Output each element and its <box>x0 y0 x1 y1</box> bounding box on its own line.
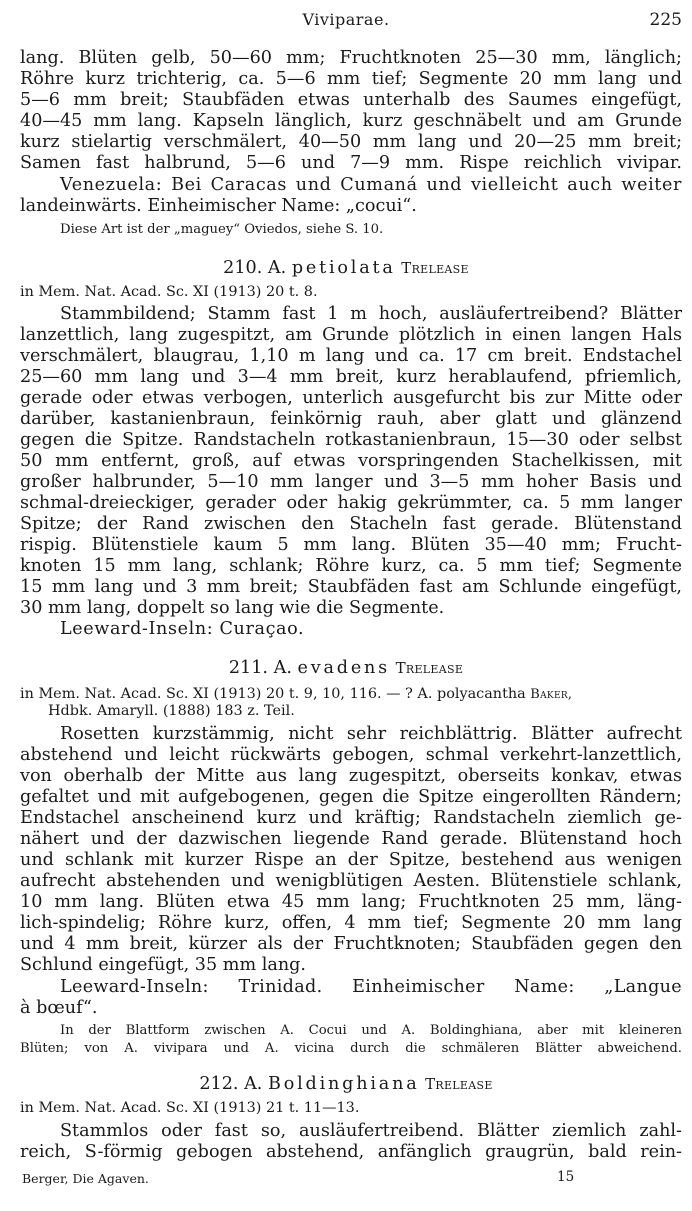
text-line: kurz stielartig verschmälert, 40—50 mm lang und 20—25 mm breit; <box>20 132 682 152</box>
signature-mark: 15 <box>557 1169 575 1185</box>
locality-line: Leeward-Inseln: Curaçao. <box>60 619 305 639</box>
species-heading-212 <box>0 1074 692 1094</box>
text-line: rispig. Blütenstiele kaum 5 mm lang. Blüten 35—40 mm; Frucht- <box>20 535 682 555</box>
text-line: großer halbrunder, 5—10 mm langer und 3—5 mm hoher Basis und <box>20 472 682 492</box>
text-line: 25—60 mm lang und 3—4 mm breit, kurz herablaufend, pfriemlich, <box>20 367 682 387</box>
species-author: Trelease <box>395 659 464 677</box>
text-line: aufrecht abstehenden und wenigblütigen Aesten. Blütenstiele schlank, <box>20 871 682 891</box>
species-author: Trelease <box>401 259 469 277</box>
text-line: knoten 15 mm lang, schlank; Röhre kurz, ca. 5 mm tief; Segmente <box>20 556 682 576</box>
locality-line: Venezuela: Bei Caracas und Cumaná und vielleicht auch weiter <box>60 175 682 195</box>
text-line: reich, S-förmig gebogen abstehend, anfänglich graugrün, bald rein- <box>20 1142 682 1162</box>
text-line: von oberhalb der Mitte aus lang zugespitzt, oberseits konkav, etwas <box>20 766 682 786</box>
citation-line: Hdbk. Amaryll. (1888) 183 z. Teil. <box>48 703 295 719</box>
locality-line: à bœuf“. <box>20 998 98 1018</box>
species-number: 210. A. <box>223 258 287 278</box>
text-line: schmal-dreieckiger, gerader oder hakig gekrümmter, ca. 5 mm langer <box>20 493 682 513</box>
text-line: lanzettlich, lang zugespitzt, am Grunde plötzlich in einen langen Hals <box>20 325 682 345</box>
species-name: petiolata <box>291 258 396 278</box>
citation-line: in Mem. Nat. Acad. Sc. XI (1913) 21 t. 11—13. <box>20 1100 360 1116</box>
text-line: 30 mm lang, doppelt so lang wie die Segmente. <box>20 598 445 618</box>
citation-text: in Mem. Nat. Acad. Sc. XI (1913) 20 t. 9, 10, 116. — ? A. polyacantha <box>20 686 526 702</box>
text-line: Schlund eingefügt, 35 mm lang. <box>20 955 307 975</box>
species-number: 212. A. <box>199 1074 263 1094</box>
species-name: Boldinghiana <box>268 1074 420 1094</box>
text-line: Endstachel anscheinend kurz und kräftig; Randstacheln ziemlich ge- <box>20 808 682 828</box>
page-number: 225 <box>649 10 682 30</box>
citation-author: Baker, <box>530 687 573 702</box>
note-line: In der Blattform zwischen A. Cocui und A. Boldinghiana, aber mit kleineren <box>60 1023 682 1038</box>
text-line: und schlank mit kurzer Rispe an der Spitze, bestehend aus wenigen <box>20 850 682 870</box>
note-line: Blüten; von A. vivipara und A. vicina durch die schmäleren Blätter abweichend. <box>20 1041 682 1056</box>
species-heading-211 <box>0 658 692 678</box>
text-line: gefaltet und mit aufgebogenen, gegen die Spitze eingerollten Rändern; <box>20 787 682 807</box>
footer-author: Berger, Die Agaven. <box>22 1171 149 1186</box>
text-line: abstehend und leicht rückwärts gebogen, schmal verkehrt-lanzettlich, <box>20 745 682 765</box>
text-line: lang. Blüten gelb, 50—60 mm; Fruchtknoten 25—30 mm, länglich; <box>20 48 682 68</box>
text-line: landeinwärts. Einheimischer Name: „cocui“. <box>20 196 417 216</box>
text-line: und 4 mm breit, kürzer als der Fruchtknoten; Staubfäden gegen den <box>20 934 682 954</box>
text-line: gerade oder etwas verbogen, unterlich ausgefurcht bis zur Mitte oder <box>20 388 682 408</box>
text-line: darüber, kastanienbraun, feinkörnig rauh, aber glatt und glänzend <box>20 409 682 429</box>
page-header <box>0 4 692 32</box>
text-line: Stammlos oder fast so, ausläufertreibend. Blätter ziemlich zahl- <box>60 1121 682 1141</box>
text-line: Rosetten kurzstämmig, nicht sehr reichblättrig. Blätter aufrecht <box>60 724 682 744</box>
text-line: 10 mm lang. Blüten etwa 45 mm lang; Fruchtknoten 25 mm, läng- <box>20 892 682 912</box>
text-line: Röhre kurz trichterig, ca. 5—6 mm tief; Segmente 20 mm lang und <box>20 69 682 89</box>
text-line: nähert und der dazwischen liegende Rand gerade. Blütenstand hoch <box>20 829 682 849</box>
text-line: lich-spindelig; Röhre kurz, offen, 4 mm tief; Segmente 20 mm lang <box>20 913 682 933</box>
text-line: Spitze; der Rand zwischen den Stacheln fast gerade. Blütenstand <box>20 514 682 534</box>
text-line: verschmälert, blaugrau, 1,10 m lang und ca. 17 cm breit. Endstachel <box>20 346 682 366</box>
text-line: 5—6 mm breit; Staubfäden etwas unterhalb des Saumes eingefügt, <box>20 90 682 110</box>
text-line: gegen die Spitze. Randstacheln rotkastanienbraun, 15—30 oder selbst <box>20 430 682 450</box>
citation-line: in Mem. Nat. Acad. Sc. XI (1913) 20 t. 8. <box>20 284 318 300</box>
species-heading-210 <box>0 258 692 278</box>
text-line: Stammbildend; Stamm fast 1 m hoch, ausläufertreibend? Blätter <box>60 304 682 324</box>
note-line: Diese Art ist der „maguey“ Oviedos, siehe S. 10. <box>60 222 384 237</box>
text-line: 15 mm lang und 3 mm breit; Staubfäden fast am Schlunde eingefügt, <box>20 577 682 597</box>
text-line: 50 mm entfernt, groß, auf etwas vorspringenden Stachelkissen, mit <box>20 451 682 471</box>
species-number: 211. A. <box>228 658 292 678</box>
text-line: Samen fast halbrund, 5—6 und 7—9 mm. Rispe reichlich vivipar. <box>20 153 682 173</box>
running-title: Viviparae. <box>302 10 390 29</box>
species-name: evadens <box>297 658 390 678</box>
locality-line: Leeward-Inseln: Trinidad. Einheimischer Name: „Langue <box>60 977 682 997</box>
species-author: Trelease <box>425 1075 493 1093</box>
text-line: 40—45 mm lang. Kapseln länglich, kurz geschnäbelt und am Grunde <box>20 111 682 131</box>
